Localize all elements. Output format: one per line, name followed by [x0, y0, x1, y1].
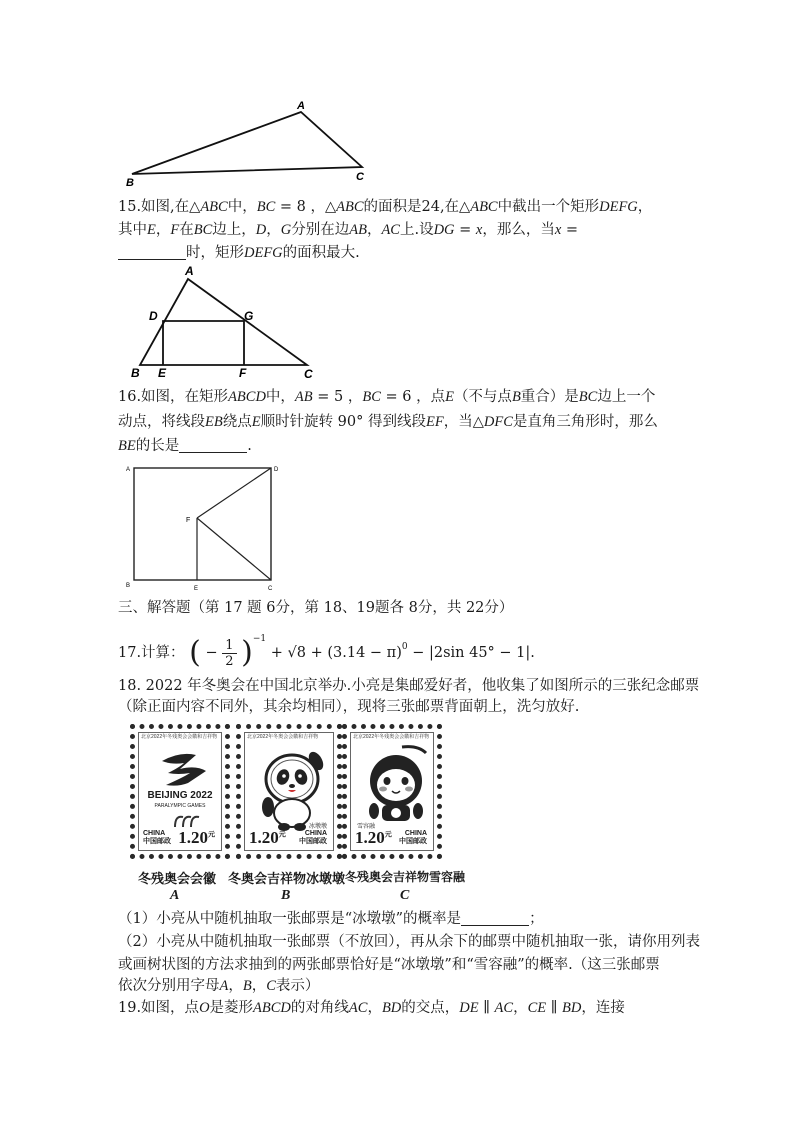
- q15-line1: 15.如图,在△ABC中，BC = 8 ，△ABC的面积是24,在△ABC中截出一个矩形DEFG，: [118, 199, 653, 215]
- fig15-label-a: A: [185, 264, 194, 278]
- fig16-label-b: B: [126, 583, 131, 589]
- label-b: B: [126, 177, 134, 189]
- q16-line3: BE的长是 .: [118, 438, 252, 454]
- fig15-label-d: D: [149, 309, 158, 323]
- lantern-mascot-icon: [352, 741, 442, 831]
- q18-sub2-line3: 依次分别用字母A，B，C表示）: [118, 978, 320, 994]
- fig16-label-a: A: [126, 467, 131, 473]
- stamp-a-logo-text: BEIJING 2022: [147, 790, 213, 801]
- fig15-label-b: B: [131, 366, 140, 380]
- stamp-a-emblem: 北京2022年冬残奥会会徽和吉祥物 BEIJING 2022 PARALYMPIC GAMES CHINA 中国邮政 $1.20^元$: [130, 724, 230, 859]
- caption-c: 冬残奥会吉祥物雪容融: [345, 870, 466, 884]
- q18-answer-blank[interactable]: [461, 910, 529, 926]
- letter-c: C: [400, 888, 410, 903]
- q16-line2: 动点，将线段EB绕点E顺时针旋转 90° 得到线段EF，当△DFC是直角三角形时，那么: [118, 414, 658, 430]
- section-3-title: 三、解答题（第 17 题 6分，第 18、19题各 8分，共 22分）: [118, 600, 514, 616]
- fig16-label-f: F: [186, 517, 191, 524]
- segment-fd: [197, 468, 271, 518]
- q17-expression: 17.计算： ( − $\frac{1}{2}$ )$^{-1} + √8 + (3.14 - \pi)^0 - |2\sin$ 45° − 1|.: [118, 634, 535, 670]
- q18-sub1: （1）小亮从中随机抽取一张邮票是“冰墩墩”的概率是 ；: [118, 911, 544, 927]
- segment-fc: [197, 518, 271, 580]
- letter-a: A: [170, 888, 180, 903]
- label-a: A: [297, 100, 305, 112]
- stamp-c-shuey-rhon-rhon: 北京2022年冬残奥会会徽和吉祥物 雪容融 $1.20^元$ CHINA 中国邮政: [342, 724, 442, 859]
- q19-line1: 19.如图，点O是菱形ABCD的对角线AC，BD的交点，DE ∥ AC，CE ∥ BD，连接: [118, 1000, 625, 1016]
- letter-b: B: [281, 888, 291, 903]
- agitos-icon: [171, 813, 201, 829]
- q18-line1: 18. 2022 年冬奥会在中国北京举办.小亮是集邮爱好者，他收集了如图所示的三张纪念邮票: [118, 678, 700, 694]
- q18-line2: （除正面内容不同外，其余均相同），现将三张邮票背面朝上，洗匀放好.: [118, 699, 580, 715]
- fig15-label-f: F: [239, 366, 247, 380]
- fig16-label-d: D: [274, 467, 279, 473]
- q15-line3: 时，矩形DEFG的面积最大.: [118, 243, 360, 263]
- stamp-b-name-tag: 冰墩墩: [308, 823, 327, 830]
- fig15-label-g: G: [244, 309, 254, 323]
- caption-b: 冬奥会吉祥物冰墩墩: [228, 872, 346, 887]
- fig16-label-e: E: [194, 586, 199, 592]
- q15-line2: 其中E，F在BC边上，D，G分别在边AB，AC上.设DG = x，那么，当x =: [118, 222, 579, 238]
- stamp-b-bing-dwen-dwen: 北京2022年冬奥会会徽和吉祥物 冰墩墩 $1.20^元$ CHINA 中国邮政: [236, 724, 342, 859]
- panda-mascot-icon: [246, 741, 342, 831]
- stamp-a-sub-text: PARALYMPIC GAMES: [154, 803, 206, 809]
- fig15-label-e: E: [158, 366, 167, 380]
- stamp-c-name-tag: 雪容融: [357, 823, 376, 830]
- fig16-label-c: C: [268, 586, 273, 592]
- q18-sub2-line1: （2）小亮从中随机抽取一张邮票（不放回），再从余下的邮票中随机抽取一张，请你用列表: [118, 934, 700, 950]
- q16-line1: 16.如图，在矩形ABCD中，AB = 5 ，BC = 6 ，点E（不与点B重合）是BC边上一个: [118, 389, 656, 405]
- fig15-label-c: C: [304, 367, 313, 381]
- caption-a: 冬残奥会会徽: [138, 872, 217, 887]
- q18-sub2-line2: 或画树状图的方法求抽到的两张邮票恰好是“冰墩墩”和“雪容融”的概率.（这三张邮票: [118, 957, 660, 973]
- label-c: C: [356, 171, 364, 183]
